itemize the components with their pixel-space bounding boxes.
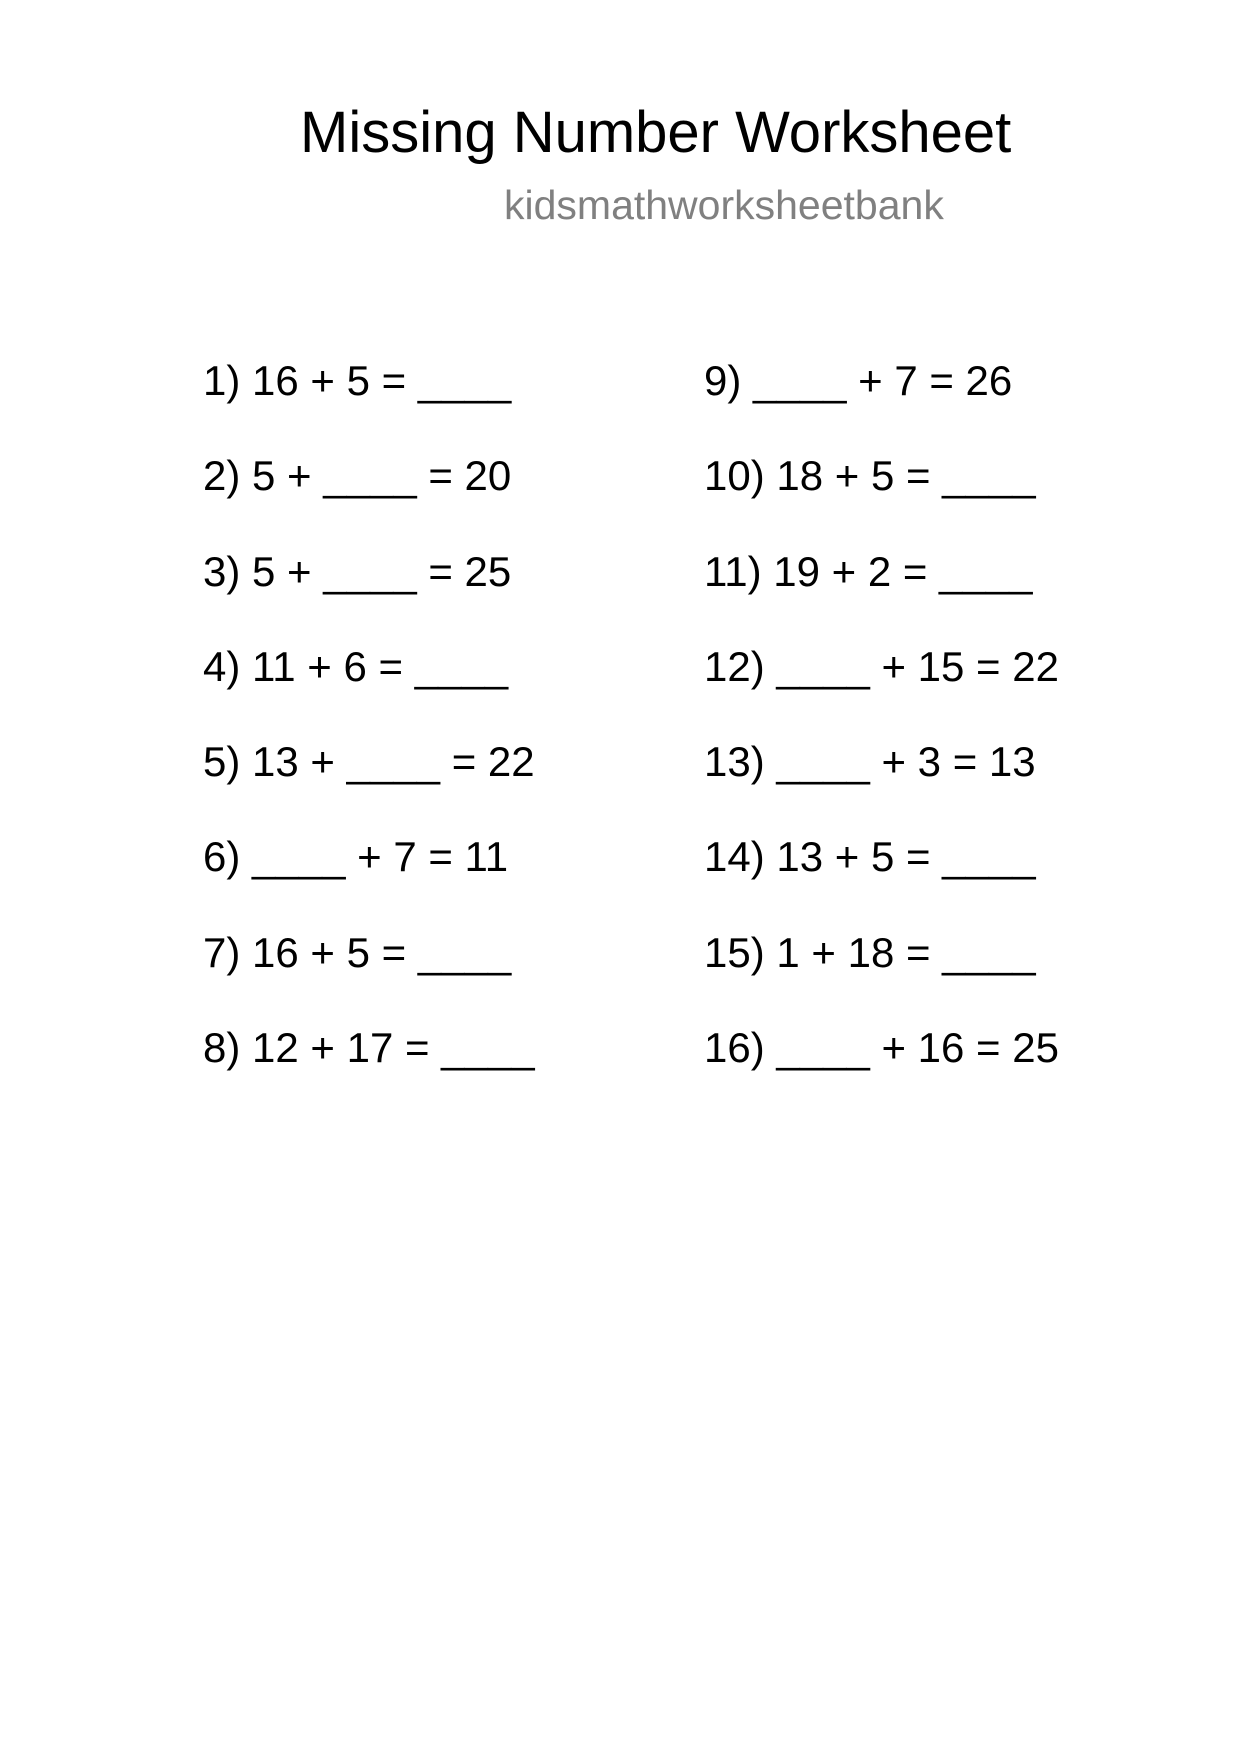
problem-12: 12) ____ + 15 = 22	[704, 642, 1059, 690]
problems-column-left	[203, 356, 535, 1118]
problem-11: 11) 19 + 2 = ____	[704, 547, 1033, 595]
problem-8: 8) 12 + 17 = ____	[203, 1024, 535, 1072]
problem-5: 5) 13 + ____ = 22	[203, 738, 535, 786]
problem-1: 1) 16 + 5 = ____	[203, 357, 512, 404]
problem-6: 6) ____ + 7 = 11	[203, 833, 509, 881]
problem-2: 2) 5 + ____ = 20	[203, 452, 512, 500]
problem-9: 9) ____ + 7 = 26	[704, 357, 1013, 404]
problem-4: 4) 11 + 6 = ____	[203, 642, 509, 690]
problem-14: 14) 13 + 5 = ____	[704, 833, 1036, 881]
worksheet-source: kidsmathworksheetbank	[504, 182, 944, 228]
problem-16: 16) ____ + 16 = 25	[704, 1024, 1059, 1072]
problems-column-right	[704, 356, 1059, 1118]
problem-13: 13) ____ + 3 = 13	[704, 738, 1036, 786]
worksheet-title: Missing Number Worksheet	[300, 100, 1012, 165]
problem-3: 3) 5 + ____ = 25	[203, 547, 512, 595]
problem-7: 7) 16 + 5 = ____	[203, 928, 512, 976]
problem-10: 10) 18 + 5 = ____	[704, 452, 1036, 500]
problem-15: 15) 1 + 18 = ____	[704, 928, 1036, 976]
